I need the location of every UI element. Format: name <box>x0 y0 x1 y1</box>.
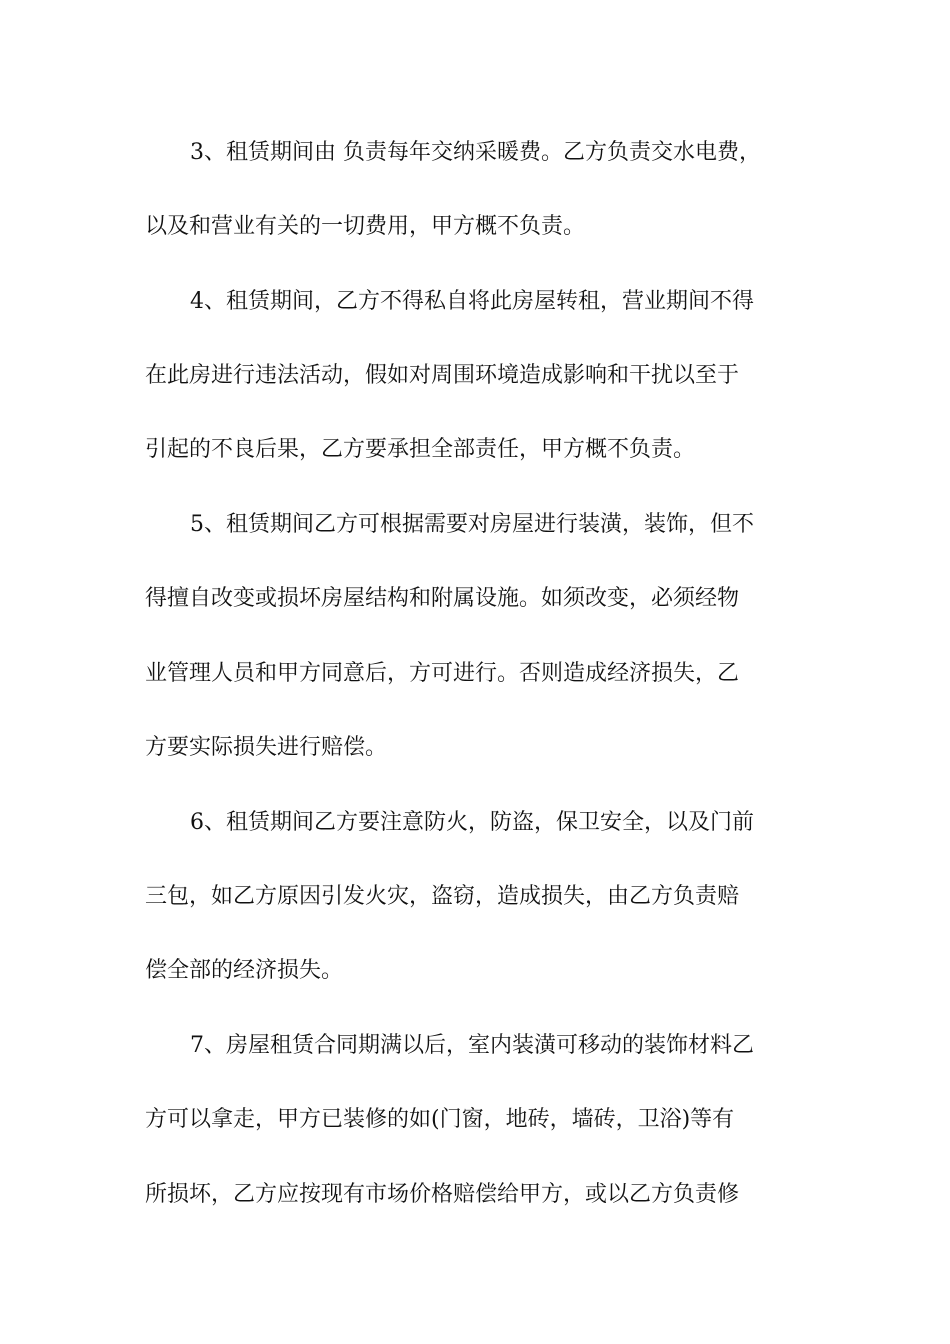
clause-4-line-2: 在此房进行违法活动，假如对周围环境造成影响和干扰以至于 <box>145 363 740 388</box>
clause-5-line-4: 方要实际损失进行赔偿。 <box>145 735 388 760</box>
clause-4-line-3: 引起的不良后果，乙方要承担全部责任，甲方概不负责。 <box>145 437 696 462</box>
clause-4-line-1: 4、租赁期间，乙方不得私自将此房屋转租，营业期间不得 <box>190 289 754 314</box>
clause-3-line-1: 3、租赁期间由 负责每年交纳采暖费。乙方负责交水电费， <box>190 140 761 165</box>
clause-7-line-3: 所损坏，乙方应按现有市场价格赔偿给甲方，或以乙方负责修 <box>145 1182 740 1207</box>
clause-7-line-2: 方可以拿走，甲方已装修的如(门窗，地砖，墙砖，卫浴)等有 <box>145 1107 735 1132</box>
clause-5-line-3: 业管理人员和甲方同意后，方可进行。否则造成经济损失，乙 <box>145 661 740 686</box>
clause-6-line-2: 三包，如乙方原因引发火灾，盗窃，造成损失，由乙方负责赔 <box>145 884 740 909</box>
clause-6-line-3: 偿全部的经济损失。 <box>145 958 344 983</box>
clause-6-line-1: 6、租赁期间乙方要注意防火，防盗，保卫安全，以及门前 <box>190 810 754 835</box>
clause-5-line-1: 5、租赁期间乙方可根据需要对房屋进行装潢，装饰，但不 <box>190 512 754 537</box>
clause-3-line-2: 以及和营业有关的一切费用，甲方概不负责。 <box>145 214 586 239</box>
clause-5-line-2: 得擅自改变或损坏房屋结构和附属设施。如须改变，必须经物 <box>145 586 740 611</box>
clause-7-line-1: 7、房屋租赁合同期满以后，室内装潢可移动的装饰材料乙 <box>190 1033 754 1058</box>
